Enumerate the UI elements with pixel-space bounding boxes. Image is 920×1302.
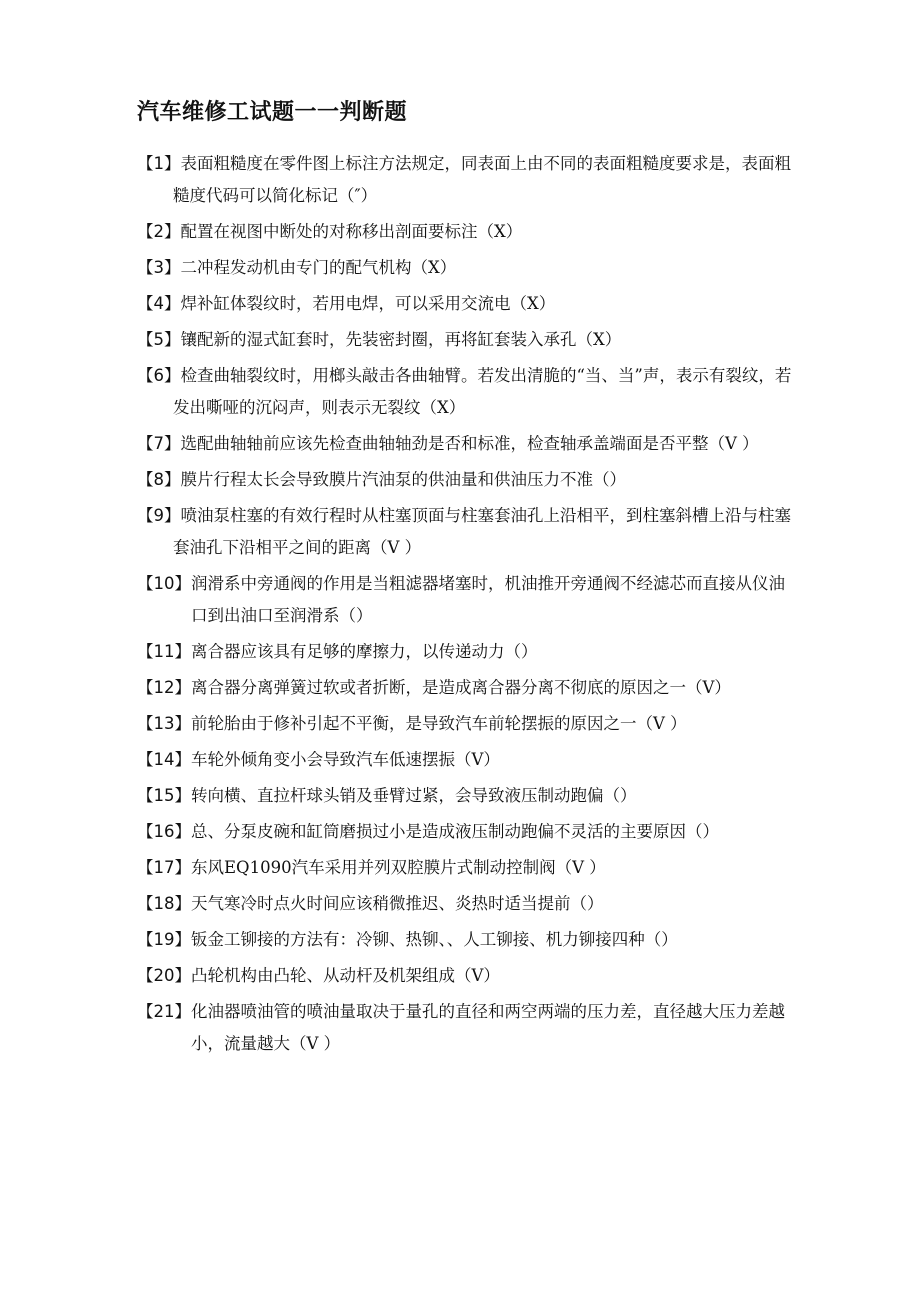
item-number: 【4】 [137,294,181,313]
item-text: 检查曲轴裂纹时，用榔头敲击各曲轴臂。若发出清脆的“当、当”声，表示有裂纹，若发出嘶哑的沉闷声，则表示无裂纹（X） [173,366,792,417]
item-text: 表面粗糙度在零件图上标注方法规定，同表面上由不同的表面粗糙度要求是，表面粗糙度代码可以简化标记（″） [173,154,791,205]
list-item [137,568,792,632]
question-list [137,148,792,1064]
item-text: 凸轮机构由凸轮、从动杆及机架组成（V） [191,966,500,985]
item-number: 【8】 [137,470,181,489]
list-item [137,672,792,704]
list-item [137,636,792,668]
item-text: 化油器喷油管的喷油量取决于量孔的直径和两空两端的压力差，直径越大压力差越小，流量越大（V ） [191,1002,785,1053]
list-item [137,464,792,496]
item-number: 【16】 [137,822,191,841]
page-title: 汽车维修工试题一一判断题 [137,100,408,125]
item-text: 离合器应该具有足够的摩擦力，以传递动力（） [191,642,538,661]
list-item [137,148,792,212]
item-number: 【6】 [137,366,181,385]
item-number: 【2】 [137,222,181,241]
item-text: 膜片行程太长会导致膜片汽油泵的供油量和供油压力不准（） [180,470,626,489]
item-number: 【19】 [137,930,191,949]
item-number: 【20】 [137,966,191,985]
list-item [137,324,792,356]
item-text: 总、分泵皮碗和缸筒磨损过小是造成液压制动跑偏不灵活的主要原因（） [191,822,719,841]
item-text: 钣金工铆接的方法有：冷铆、热铆、、人工铆接、机力铆接四种（） [191,930,678,949]
list-item [137,744,792,776]
item-number: 【7】 [137,434,181,453]
item-text: 配置在视图中断处的对称移出剖面要标注（X） [180,222,523,241]
list-item [137,216,792,248]
item-text: 润滑系中旁通阀的作用是当粗滤器堵塞时，机油推开旁通阀不经滤芯而直接从仪油口到出油口至润滑系（） [191,574,785,625]
item-text: 离合器分离弹簧过软或者折断，是造成离合器分离不彻底的原因之一（V） [191,678,731,697]
item-number: 【21】 [137,1002,191,1021]
item-text: 喷油泵柱塞的有效行程时从柱塞顶面与柱塞套油孔上沿相平，到柱塞斜槽上沿与柱塞套油孔下沿相平之间的距离（V ） [173,506,791,557]
item-number: 【14】 [137,750,191,769]
list-item [137,816,792,848]
list-item [137,360,792,424]
list-item [137,500,792,564]
item-number: 【3】 [137,258,181,277]
item-number: 【18】 [137,894,191,913]
item-text: 二冲程发动机由专门的配气机构（X） [180,258,457,277]
item-text: 焊补缸体裂纹时，若用电焊，可以采用交流电（X） [180,294,556,313]
item-text: 车轮外倾角变小会导致汽车低速摆振（V） [191,750,500,769]
item-number: 【1】 [137,154,181,173]
item-text: 镶配新的湿式缸套时，先装密封圈，再将缸套装入承孔（X） [180,330,622,349]
item-text: 前轮胎由于修补引起不平衡，是导致汽车前轮摆振的原因之一（V ） [191,714,687,733]
item-number: 【17】 [137,858,191,877]
list-item [137,252,792,284]
list-item [137,960,792,992]
item-text: 选配曲轴轴前应该先检查曲轴轴劲是否和标准，检查轴承盖端面是否平整（V ） [180,434,759,453]
item-number: 【10】 [137,574,191,593]
list-item [137,428,792,460]
list-item [137,708,792,740]
item-text: 天气寒冷时点火时间应该稍微推迟、炎热时适当提前（） [191,894,604,913]
list-item [137,288,792,320]
item-number: 【15】 [137,786,191,805]
item-text: 转向横、直拉杆球头销及垂臂过紧，会导致液压制动跑偏（） [191,786,637,805]
list-item [137,924,792,956]
item-number: 【12】 [137,678,191,697]
list-item [137,888,792,920]
item-number: 【11】 [137,642,191,661]
item-text: 东风EQ1090汽车采用并列双腔膜片式制动控制阀（V ） [191,858,606,877]
item-number: 【9】 [137,506,181,525]
list-item [137,996,792,1060]
list-item [137,780,792,812]
list-item [137,852,792,884]
item-number: 【13】 [137,714,191,733]
item-number: 【5】 [137,330,181,349]
